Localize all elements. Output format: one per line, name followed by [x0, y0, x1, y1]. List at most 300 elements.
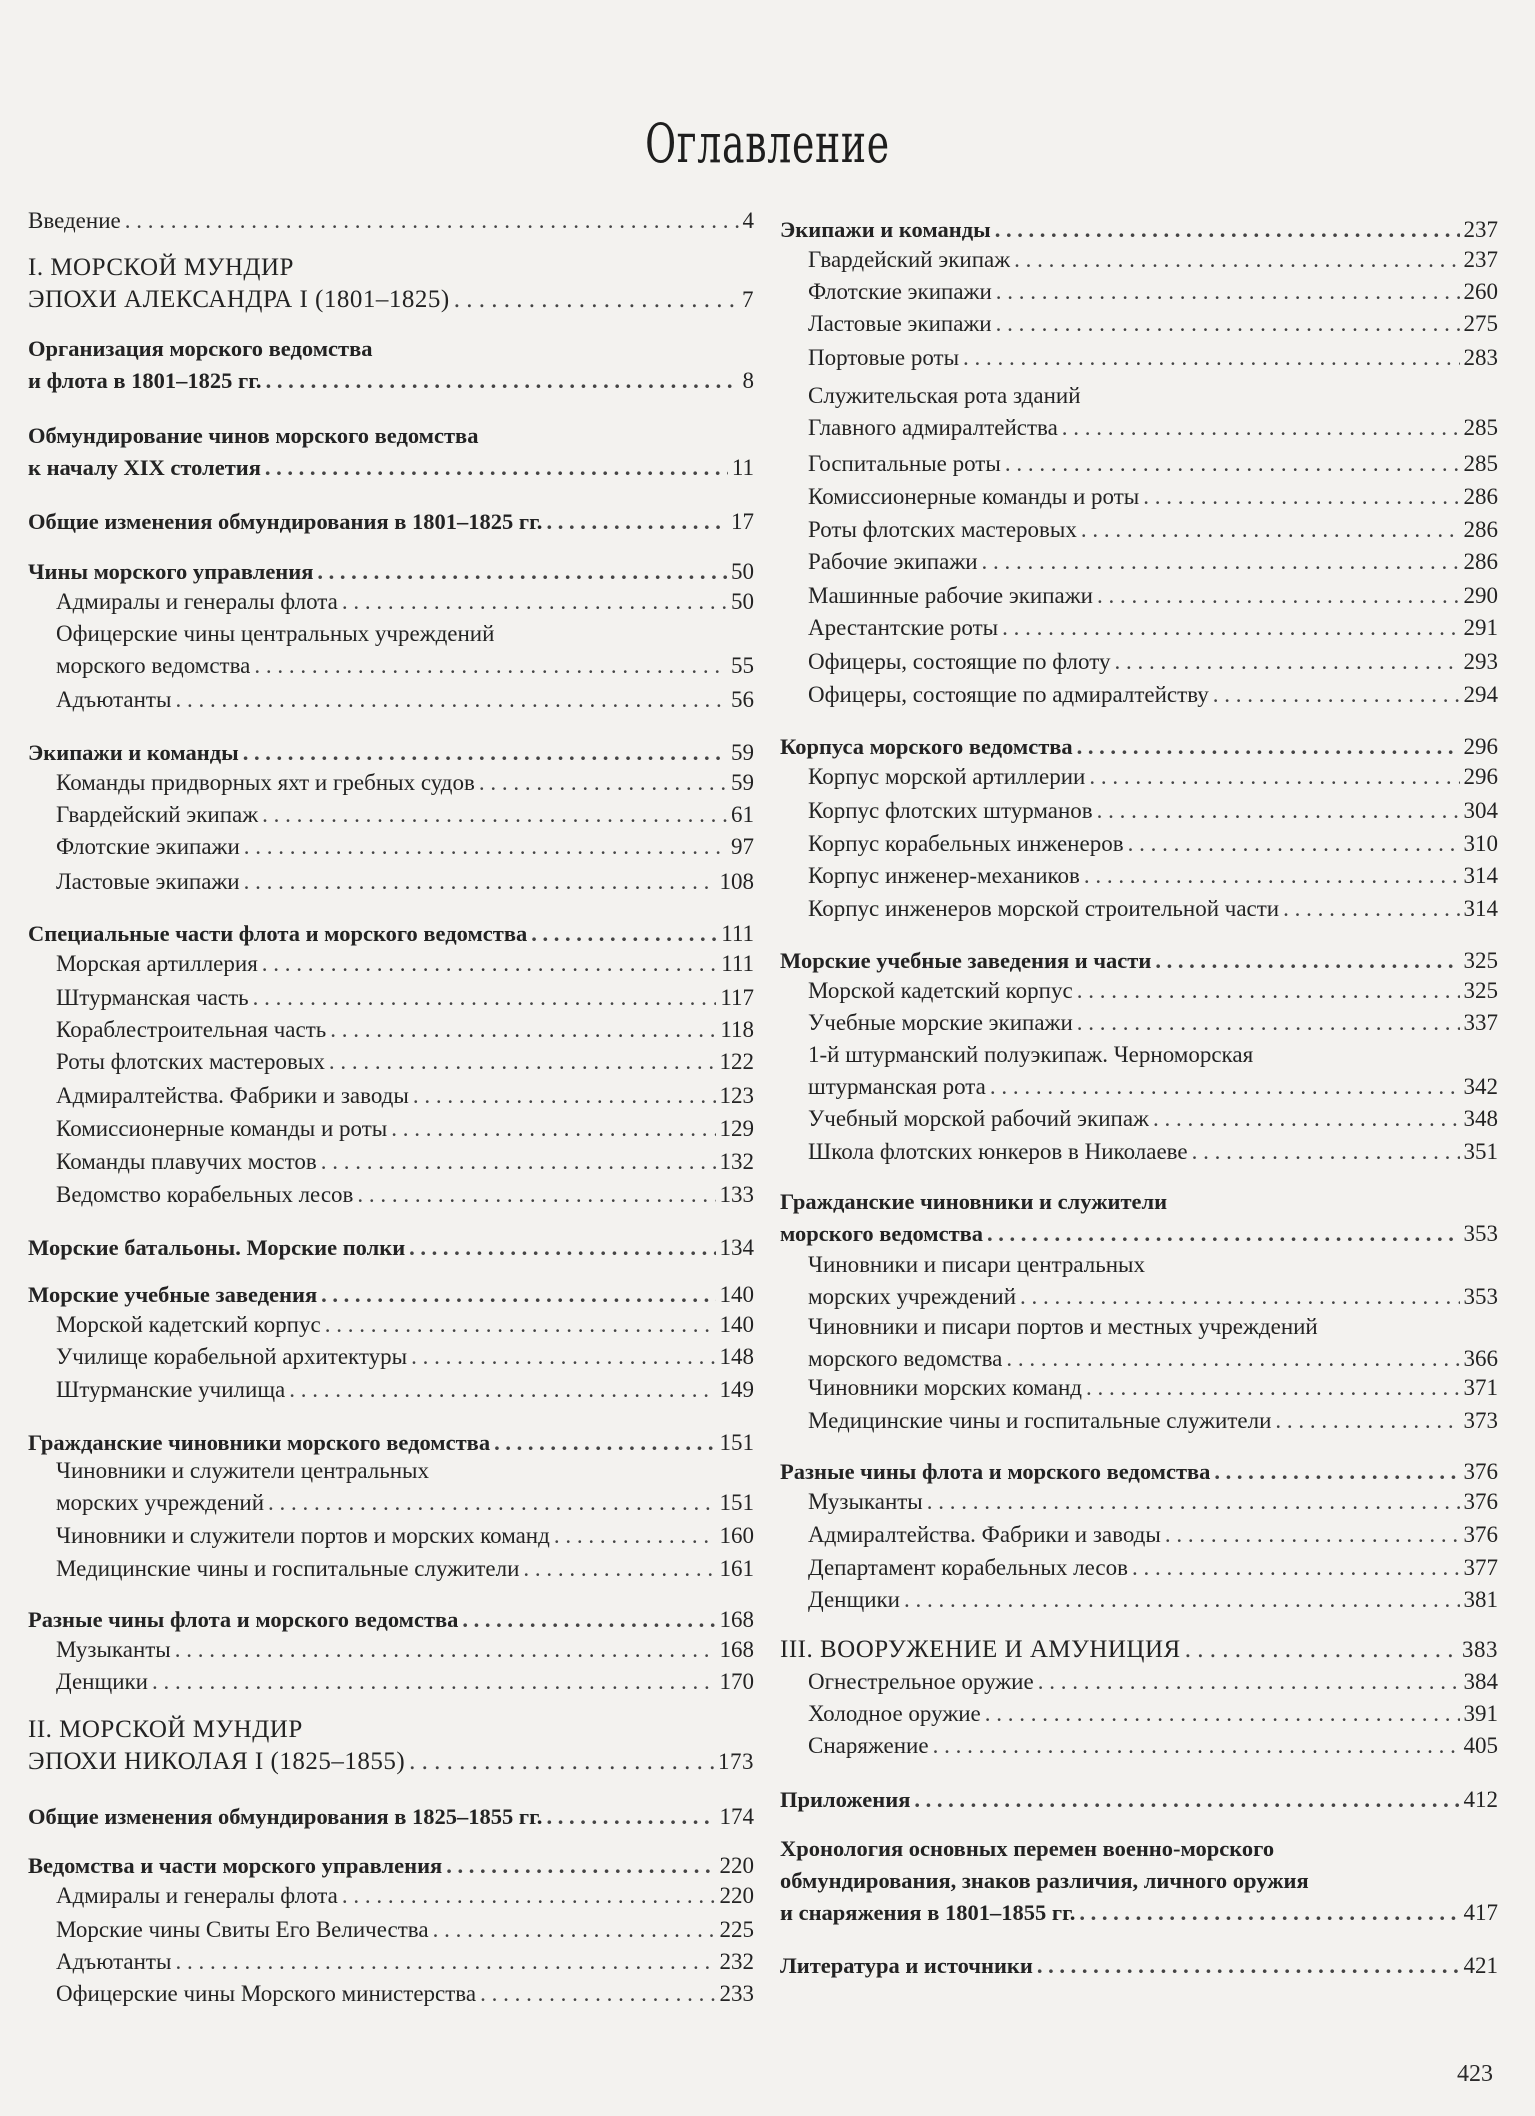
toc-entry-page: 232	[719, 1949, 754, 1974]
toc-entry-row	[56, 1341, 754, 1373]
toc-entry	[780, 1784, 1498, 1816]
dot-leader	[462, 1604, 715, 1636]
toc-entry-line: Чиновники и писари портов и местных учреждений	[808, 1314, 1318, 1339]
toc-entry	[780, 580, 1498, 612]
toc-entry-page: 286	[1463, 549, 1498, 574]
toc-entry-row	[28, 1850, 754, 1882]
page-number: 423	[1457, 2061, 1493, 2087]
toc-entry-title: Офицерские чины Морского министерства	[56, 1981, 477, 2006]
dot-leader	[1014, 244, 1459, 276]
toc-entry	[780, 1311, 1498, 1375]
dot-leader	[321, 1279, 715, 1311]
toc-entry-row	[28, 1232, 754, 1264]
toc-entry-title: Гвардейский экипаж	[56, 802, 259, 827]
toc-entry-title: Корпуса морского ведомства	[780, 734, 1073, 759]
dot-leader	[1143, 481, 1459, 513]
toc-entry-page: 233	[719, 1981, 754, 2006]
dot-leader	[996, 308, 1460, 340]
dot-leader	[480, 1978, 715, 2010]
toc-entry	[28, 1634, 754, 1666]
toc-entry-title: к началу XIX столетия	[28, 455, 261, 480]
toc-entry-row	[56, 1487, 754, 1519]
dot-leader	[546, 1801, 715, 1833]
toc-entry-line: Служительская рота зданий	[808, 383, 1081, 408]
toc-entry-page: 168	[719, 1607, 754, 1632]
toc-entry	[28, 1113, 754, 1145]
toc-entry-title: Команды придворных яхт и гребных судов	[56, 770, 475, 795]
toc-entry	[28, 618, 754, 682]
toc-entry-title: морского ведомства	[780, 1221, 984, 1246]
toc-entry	[780, 1456, 1498, 1488]
toc-entry	[28, 1850, 754, 1882]
toc-entry-page: 7	[742, 287, 754, 312]
toc-entry-row	[56, 1179, 754, 1211]
dot-leader	[175, 684, 727, 716]
toc-entry-row	[56, 1080, 754, 1112]
dot-leader	[1155, 945, 1459, 977]
toc-entry-row	[56, 767, 754, 799]
toc-entry-row	[56, 1553, 754, 1585]
toc-entry-page: 417	[1463, 1900, 1498, 1925]
toc-entry-title: Специальные части флота и морского ведомства	[28, 921, 528, 946]
toc-entry-page: 61	[731, 802, 754, 827]
toc-entry-title: Гвардейский экипаж	[808, 247, 1011, 272]
toc-entry-row	[808, 612, 1498, 644]
dot-leader	[1192, 1136, 1460, 1168]
dot-leader	[342, 1880, 716, 1912]
toc-entry-page: 8	[742, 368, 754, 393]
toc-entry-title: Корпус инженер-механиков	[808, 863, 1080, 888]
toc-entry	[780, 244, 1498, 276]
dot-leader	[554, 1520, 716, 1552]
toc-entry	[780, 679, 1498, 711]
toc-entry-title: Разные чины флота и морского ведомства	[780, 1459, 1211, 1484]
toc-entry-line: II. МОРСКОЙ МУНДИР	[28, 1716, 303, 1743]
toc-entry	[780, 1186, 1498, 1250]
toc-entry-title: ЭПОХИ НИКОЛАЯ I (1825–1855)	[28, 1748, 406, 1775]
dot-leader	[1077, 975, 1460, 1007]
toc-entry-row	[808, 1372, 1498, 1404]
toc-entry	[28, 1455, 754, 1519]
toc-entry-title: Главного адмиралтейства	[808, 415, 1058, 440]
toc-entry-title: Адъютанты	[56, 687, 172, 712]
toc-entry-row	[28, 1801, 754, 1833]
toc-entry-title: и флота в 1801–1825 гг.	[28, 368, 262, 393]
toc-entry	[780, 214, 1498, 246]
toc-entry	[780, 1634, 1498, 1666]
toc-entry-title: Музыканты	[808, 1489, 923, 1514]
toc-entry-title: Школа флотских юнкеров в Николаеве	[808, 1139, 1188, 1164]
toc-entry-page: 111	[721, 951, 754, 976]
toc-entry-row	[56, 586, 754, 618]
toc-entry-page: 59	[731, 770, 754, 795]
toc-entry	[780, 514, 1498, 546]
dot-leader	[914, 1784, 1459, 1816]
toc-entry-title: Общие изменения обмундирования в 1801–1825 гг.	[28, 509, 543, 534]
toc-entry-row	[28, 1746, 754, 1778]
dot-leader	[1283, 893, 1459, 925]
toc-entry-page: 220	[719, 1853, 754, 1878]
toc-entry	[28, 1374, 754, 1406]
toc-entry	[780, 1584, 1498, 1616]
dot-leader	[996, 276, 1460, 308]
toc-entry-line: Обмундирование чинов морского ведомства	[28, 423, 479, 448]
toc-entry-title: Чиновники морских команд	[808, 1375, 1082, 1400]
toc-entry	[28, 333, 754, 397]
dot-leader	[266, 365, 739, 397]
toc-entry	[28, 737, 754, 769]
dot-leader	[321, 1146, 716, 1178]
dot-leader	[265, 452, 728, 484]
toc-entry-row	[56, 799, 754, 831]
toc-entry	[780, 612, 1498, 644]
toc-entry	[28, 1520, 754, 1552]
toc-entry	[28, 1232, 754, 1264]
dot-leader	[1089, 761, 1459, 793]
dot-leader	[409, 1232, 715, 1264]
toc-entry-title: Портовые роты	[808, 345, 960, 370]
dot-leader	[985, 1698, 1460, 1730]
dot-leader	[446, 1850, 715, 1882]
toc-entry-title: морских учреждений	[56, 1490, 264, 1515]
toc-entry-row	[808, 1071, 1498, 1103]
toc-entry-page: 220	[719, 1883, 754, 1908]
toc-entry-title: Денщики	[56, 1669, 148, 1694]
toc-entry-title: Учебные морские экипажи	[808, 1010, 1073, 1035]
toc-entry-row	[808, 1666, 1498, 1698]
toc-entry-row	[56, 982, 754, 1014]
toc-entry-row	[808, 1486, 1498, 1518]
toc-entry-row	[780, 945, 1498, 977]
toc-entry-title: Роты флотских мастеровых	[56, 1049, 325, 1074]
toc-entry	[28, 1666, 754, 1698]
toc-entry-row	[808, 1281, 1498, 1313]
toc-entry-title: Огнестрельное оружие	[808, 1669, 1034, 1694]
toc-entry-page: 148	[719, 1344, 754, 1369]
toc-entry	[28, 1914, 754, 1946]
toc-entry-row	[808, 975, 1498, 1007]
toc-entry	[780, 860, 1498, 892]
toc-entry-title: морского ведомства	[56, 653, 251, 678]
toc-entry	[780, 1372, 1498, 1404]
toc-entry-row	[780, 731, 1498, 763]
toc-entry-row	[808, 412, 1498, 444]
dot-leader	[523, 1553, 715, 1585]
toc-entry-title: Морской кадетский корпус	[808, 978, 1073, 1003]
toc-entry-row	[808, 1136, 1498, 1168]
toc-entry-title: Арестантские роты	[808, 615, 999, 640]
toc-entry-title: Госпитальные роты	[808, 451, 1001, 476]
toc-entry-page: 285	[1463, 451, 1498, 476]
dot-leader	[262, 799, 727, 831]
toc-entry-row	[56, 831, 754, 863]
toc-entry-page: 376	[1463, 1489, 1498, 1514]
toc-entry-page: 383	[1462, 1637, 1498, 1662]
toc-entry-title: Денщики	[808, 1587, 900, 1612]
toc-entry-title: Экипажи и команды	[780, 217, 991, 242]
toc-entry-title: Комиссионерные команды и роты	[56, 1116, 388, 1141]
toc-entry-row	[28, 1279, 754, 1311]
toc-entry-title: Корпус морской артиллерии	[808, 764, 1086, 789]
dot-leader	[244, 831, 727, 863]
toc-entry-title: Учебный морской рабочий экипаж	[808, 1106, 1149, 1131]
toc-entry-page: 351	[1463, 1139, 1498, 1164]
toc-entry	[780, 828, 1498, 860]
dot-leader	[325, 1309, 716, 1341]
toc-entry-title: III. ВООРУЖЕНИЕ И АМУНИЦИЯ	[780, 1636, 1181, 1663]
toc-entry	[780, 308, 1498, 340]
dot-leader	[995, 214, 1460, 246]
toc-entry-page: 421	[1463, 1953, 1498, 1978]
toc-entry	[28, 1604, 754, 1636]
toc-entry	[780, 945, 1498, 977]
toc-entry-row	[808, 860, 1498, 892]
toc-entry-row	[28, 365, 754, 397]
toc-entry-title: Морская артиллерия	[56, 951, 258, 976]
toc-entry-row	[808, 1405, 1498, 1437]
toc-entry-page: 237	[1463, 247, 1498, 272]
dot-leader	[927, 1486, 1460, 1518]
toc-entry-row	[808, 893, 1498, 925]
dot-leader	[243, 737, 727, 769]
toc-entry-title: Морские учебные заведения	[28, 1282, 318, 1307]
toc-entry	[780, 1833, 1498, 1929]
toc-entry-page: 55	[731, 653, 754, 678]
toc-entry-page: 173	[718, 1749, 754, 1774]
toc-entry-title: Холодное оружие	[808, 1701, 981, 1726]
toc-entry-row	[56, 1014, 754, 1046]
toc-entry-title: Гражданские чиновники морского ведомства	[28, 1430, 491, 1455]
toc-entry-row	[808, 646, 1498, 678]
toc-entry-row	[808, 1519, 1498, 1551]
toc-entry-title: Штурманские училища	[56, 1377, 286, 1402]
toc-entry-title: Введение	[28, 208, 121, 233]
toc-entry-page: 371	[1463, 1375, 1498, 1400]
toc-entry-row	[808, 308, 1498, 340]
toc-entry-row	[56, 1880, 754, 1912]
dot-leader	[268, 1487, 716, 1519]
toc-entry-page: 123	[719, 1083, 754, 1108]
toc-entry-row	[28, 205, 754, 237]
toc-entry-row	[56, 1634, 754, 1666]
toc-entry-page: 108	[719, 869, 754, 894]
toc-entry-row	[780, 1634, 1498, 1666]
toc-entry	[780, 795, 1498, 827]
toc-entry	[780, 1698, 1498, 1730]
dot-leader	[175, 1946, 715, 1978]
toc-entry-page: 293	[1463, 649, 1498, 674]
toc-entry-title: морских учреждений	[808, 1284, 1016, 1309]
toc-entry-title: Команды плавучих мостов	[56, 1149, 317, 1174]
toc-entry-title: Штурманская часть	[56, 985, 249, 1010]
toc-entry	[780, 276, 1498, 308]
toc-entry-title: Рабочие экипажи	[808, 549, 978, 574]
toc-entry-row	[808, 795, 1498, 827]
toc-entry-page: 170	[719, 1669, 754, 1694]
toc-entry-title: Медицинские чины и госпитальные служители	[808, 1408, 1272, 1433]
toc-entry-title: Комиссионерные команды и роты	[808, 484, 1140, 509]
dot-leader	[1132, 1552, 1460, 1584]
toc-entry	[780, 546, 1498, 578]
toc-entry	[780, 646, 1498, 678]
toc-entry	[28, 1880, 754, 1912]
toc-entry	[28, 1801, 754, 1833]
toc-entry-title: и снаряжения в 1801–1855 гг.	[780, 1900, 1076, 1925]
toc-entry-page: 132	[719, 1149, 754, 1174]
toc-entry-row	[56, 684, 754, 716]
toc-entry-title: Офицеры, состоящие по флоту	[808, 649, 1111, 674]
toc-entry-row	[28, 452, 754, 484]
toc-entry	[28, 1946, 754, 1978]
toc-entry-page: 285	[1463, 415, 1498, 440]
toc-entry	[28, 1714, 754, 1778]
toc-entry	[28, 982, 754, 1014]
dot-leader	[254, 650, 727, 682]
toc-entry-page: 134	[719, 1235, 754, 1260]
toc-entry-title: Кораблестроительная часть	[56, 1017, 327, 1042]
toc-entry	[780, 731, 1498, 763]
dot-leader	[990, 1071, 1460, 1103]
dot-leader	[1275, 1405, 1459, 1437]
toc-entry-page: 17	[731, 509, 754, 534]
toc-entry-page: 290	[1463, 583, 1498, 608]
toc-entry-page: 56	[731, 687, 754, 712]
toc-entry-page: 225	[719, 1917, 754, 1942]
toc-entry-row	[56, 650, 754, 682]
dot-leader	[391, 1113, 715, 1145]
dot-leader	[357, 1179, 715, 1211]
toc-entry-page: 296	[1463, 764, 1498, 789]
toc-entry	[780, 975, 1498, 1007]
toc-entry-title: Литература и источники	[780, 1953, 1033, 1978]
toc-entry-page: 405	[1463, 1733, 1498, 1758]
toc-entry-page: 118	[720, 1017, 754, 1042]
toc-entry-page: 140	[719, 1282, 754, 1307]
toc-entry-row	[808, 1552, 1498, 1584]
dot-leader	[329, 1046, 716, 1078]
toc-entry	[28, 684, 754, 716]
toc-entry-row	[808, 1007, 1498, 1039]
toc-entry-row	[808, 1584, 1498, 1616]
toc-entry-page: 161	[719, 1556, 754, 1581]
toc-entry-row	[28, 918, 754, 950]
toc-entry-title: Морской кадетский корпус	[56, 1312, 321, 1337]
toc-entry-page: 373	[1463, 1408, 1498, 1433]
toc-entry-title: Приложения	[780, 1787, 911, 1812]
toc-entry-page: 391	[1463, 1701, 1498, 1726]
toc-entry-title: Медицинские чины и госпитальные служители	[56, 1556, 520, 1581]
toc-entry-row	[28, 1604, 754, 1636]
toc-entry-page: 286	[1463, 484, 1498, 509]
toc-entry-page: 376	[1463, 1522, 1498, 1547]
toc-entry	[28, 866, 754, 898]
toc-entry-title: Адмиралтейства. Фабрики и заводы	[808, 1522, 1161, 1547]
toc-entry-page: 294	[1463, 682, 1498, 707]
toc-entry-row	[808, 679, 1498, 711]
toc-entry-title: ЭПОХИ АЛЕКСАНДРА I (1801–1825)	[28, 286, 450, 313]
toc-entry-page: 151	[719, 1490, 754, 1515]
dot-leader	[289, 1374, 715, 1406]
dot-leader	[1062, 412, 1460, 444]
toc-entry-page: 129	[719, 1116, 754, 1141]
toc-entry	[780, 1950, 1498, 1982]
toc-entry-row	[56, 1309, 754, 1341]
toc-entry-row	[56, 948, 754, 980]
toc-entry	[780, 1103, 1498, 1135]
toc-entry-title: Адмиралы и генералы флота	[56, 1883, 338, 1908]
toc-entry-title: Корпус флотских штурманов	[808, 798, 1093, 823]
toc-entry-page: 122	[719, 1049, 754, 1074]
toc-entry	[780, 1039, 1498, 1103]
toc-entry-row	[808, 1730, 1498, 1762]
toc-entry	[28, 1046, 754, 1078]
dot-leader	[330, 1014, 716, 1046]
toc-entry-page: 149	[719, 1377, 754, 1402]
toc-entry	[780, 1249, 1498, 1313]
toc-entry-title: Морские батальоны. Морские полки	[28, 1235, 406, 1260]
toc-entry-page: 353	[1463, 1284, 1498, 1309]
dot-leader	[531, 918, 717, 950]
toc-entry-title: Роты флотских мастеровых	[808, 517, 1077, 542]
toc-entry-page: 314	[1463, 896, 1498, 921]
toc-entry-title: морского ведомства	[808, 1346, 1003, 1371]
toc-entry-row	[56, 1914, 754, 1946]
toc-entry	[780, 1519, 1498, 1551]
toc-entry-row	[56, 1046, 754, 1078]
toc-entry-title: Общие изменения обмундирования в 1825–1855 гг.	[28, 1804, 543, 1829]
toc-entry-row	[780, 1950, 1498, 1982]
dot-leader	[1128, 828, 1460, 860]
toc-entry-row	[808, 1698, 1498, 1730]
toc-entry-page: 304	[1463, 798, 1498, 823]
dot-leader	[1081, 514, 1460, 546]
toc-entry-row	[808, 481, 1498, 513]
toc-entry-line: Чиновники и писари центральных	[808, 1252, 1146, 1277]
toc-entry-line: обмундирования, знаков различия, личного оружия	[780, 1868, 1309, 1893]
toc-entry-page: 325	[1463, 948, 1498, 973]
toc-entry-title: Морские чины Свиты Его Величества	[56, 1917, 429, 1942]
toc-entry	[780, 1405, 1498, 1437]
toc-entry	[28, 767, 754, 799]
dot-leader	[479, 767, 727, 799]
toc-entry	[780, 1007, 1498, 1039]
toc-entry-row	[808, 761, 1498, 793]
toc-entry-page: 291	[1463, 615, 1498, 640]
toc-entry-line: Хронология основных перемен военно-морского	[780, 1836, 1275, 1861]
toc-entry-page: 353	[1463, 1221, 1498, 1246]
toc-entry	[28, 1309, 754, 1341]
toc-entry-title: Машинные рабочие экипажи	[808, 583, 1093, 608]
dot-leader	[1077, 1007, 1460, 1039]
dot-leader	[1079, 1897, 1459, 1929]
toc-entry-title: Ластовые экипажи	[808, 311, 992, 336]
toc-entry-row	[28, 737, 754, 769]
toc-entry	[28, 252, 754, 316]
toc-entry-page: 50	[731, 559, 754, 584]
toc-entry-page: 377	[1463, 1555, 1498, 1580]
dot-leader	[433, 1914, 716, 1946]
toc-entry-title: Ведомства и части морского управления	[28, 1853, 443, 1878]
dot-leader	[1213, 679, 1460, 711]
toc-entry-page: 275	[1463, 311, 1498, 336]
dot-leader	[1185, 1634, 1458, 1666]
toc-entry	[780, 1666, 1498, 1698]
toc-entry-row	[780, 1784, 1498, 1816]
toc-entry-page: 412	[1463, 1787, 1498, 1812]
dot-leader	[1114, 646, 1459, 678]
dot-leader	[152, 1666, 716, 1698]
dot-leader	[454, 284, 738, 316]
